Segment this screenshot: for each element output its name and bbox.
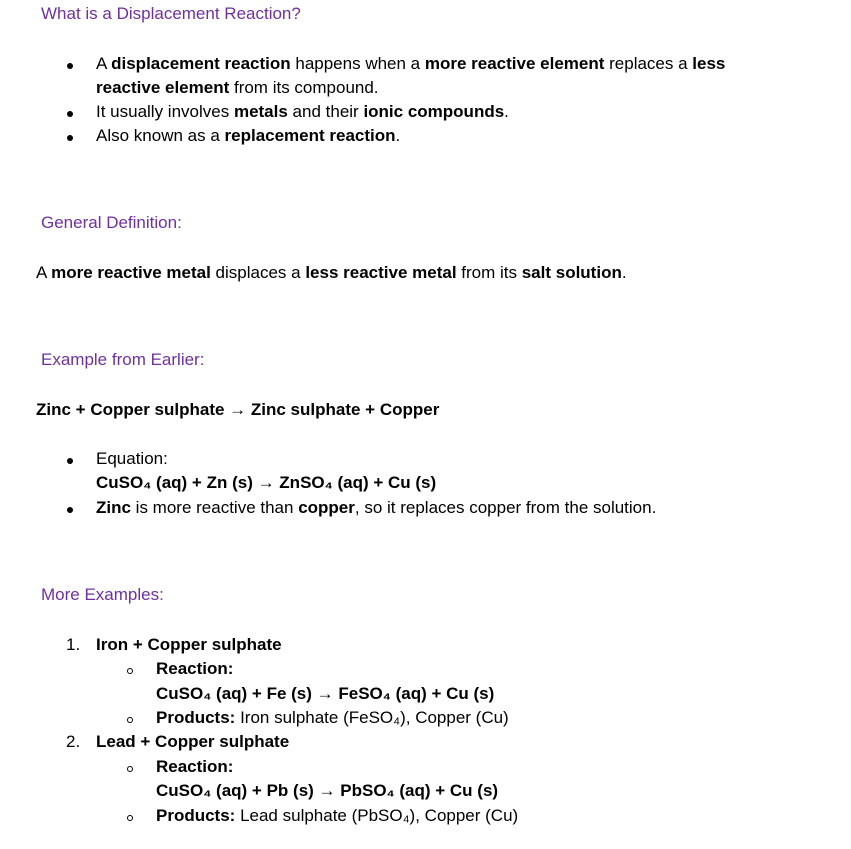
example-title-iron: Iron + Copper sulphate [96, 635, 282, 654]
bullet-icon [67, 135, 73, 141]
chemical-equation-zinc: CuSO₄ (aq) + Zn (s) → ZnSO₄ (aq) + Cu (s) [96, 473, 437, 492]
circle-bullet-icon [127, 766, 133, 772]
heading-more-examples: More Examples: [41, 585, 164, 604]
reaction-label: Reaction: [156, 659, 234, 678]
definition-bullet-line1: A displacement reaction happens when a more reactive element replaces a less [96, 54, 726, 73]
list-number: 2. [66, 732, 81, 751]
zinc-reactivity-bullet: Zinc is more reactive than copper, so it replaces copper from the solution. [96, 498, 657, 517]
bullet-icon [67, 507, 73, 513]
heading-general-definition: General Definition: [41, 213, 182, 232]
definition-bullet-line2: reactive element from its compound. [96, 78, 379, 97]
metals-bullet: It usually involves metals and their ionic compounds. [96, 102, 509, 121]
aka-bullet: Also known as a replacement reaction. [96, 126, 401, 145]
heading-example-from-earlier: Example from Earlier: [41, 350, 205, 369]
list-number: 1. [66, 635, 81, 654]
reaction-label: Reaction: [156, 757, 234, 776]
word-equation: Zinc + Copper sulphate → Zinc sulphate + Copper [36, 400, 440, 419]
circle-bullet-icon [127, 668, 133, 674]
general-definition-text: A more reactive metal displaces a less reactive metal from its salt solution. [36, 263, 627, 282]
bullet-icon [67, 63, 73, 69]
bullet-icon [67, 458, 73, 464]
products-lead: Products: Lead sulphate (PbSO₄), Copper (Cu) [156, 806, 519, 825]
equation-label: Equation: [96, 449, 168, 468]
chemical-equation-iron: CuSO₄ (aq) + Fe (s) → FeSO₄ (aq) + Cu (s) [156, 684, 495, 703]
products-iron: Products: Iron sulphate (FeSO₄), Copper (Cu) [156, 708, 509, 727]
heading-what-is-displacement: What is a Displacement Reaction? [41, 4, 301, 23]
bullet-icon [67, 111, 73, 117]
circle-bullet-icon [127, 717, 133, 723]
chemical-equation-lead: CuSO₄ (aq) + Pb (s) → PbSO₄ (aq) + Cu (s) [156, 781, 499, 800]
example-title-lead: Lead + Copper sulphate [96, 732, 290, 751]
circle-bullet-icon [127, 815, 133, 821]
